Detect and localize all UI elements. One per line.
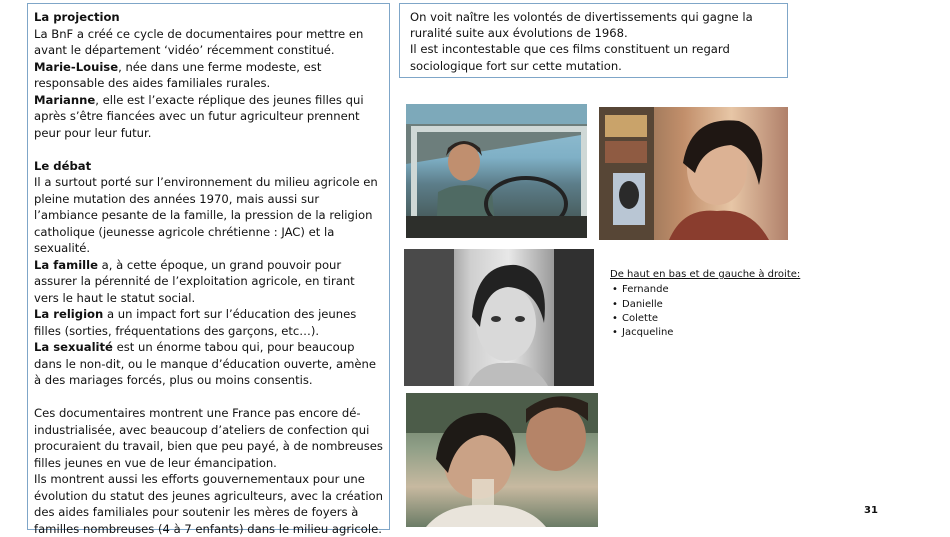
top-text-panel: [399, 3, 788, 78]
list-item: • Jacqueline: [610, 326, 800, 340]
marie-louise-name: Marie-Louise: [34, 59, 119, 74]
efforts-paragraph: Ils montrent aussi les efforts gouvernementaux pour une évolution du statut des jeunes agriculteurs, avec la création des aides familiales pour soutenir les mères de foyers à familles nombreuses (4 à 7 enfants) dans le milieu agricole.: [34, 472, 383, 536]
religion-paragraph: La religion a un impact fort sur l’éducation des jeunes filles (sorties, fréquentations des garçons, etc…).: [34, 307, 357, 338]
regard-paragraph: Il est incontestable que ces films constituent un regard sociologique fort sur cette mutation.: [410, 42, 730, 73]
photo-woman-portrait: [599, 107, 788, 240]
photo-women-drinking: [406, 393, 598, 527]
sexualite-label: La sexualité: [34, 340, 113, 354]
list-item: • Danielle: [610, 298, 800, 312]
caption-name-list: [610, 283, 800, 340]
divertissements-paragraph: On voit naître les volontés de divertissements qui gagne la ruralité suite aux évolutions de 1968.: [410, 10, 753, 41]
caption-title: De haut en bas et de gauche à droite:: [610, 269, 801, 280]
marianne-name: Marianne: [34, 92, 96, 107]
debat-paragraph: Il a surtout porté sur l’environnement du milieu agricole en pleine mutation des années 1970, mais aussi sur l’ambiance pesante de la famille, la pression de la religion catholique (jeunesse agricole chrétienne : JAC) et la sexualité.: [34, 175, 378, 255]
list-item: • Fernande: [610, 283, 800, 297]
documentaires-paragraph: Ces documentaires montrent une France pas encore dé-industrialisée, avec beaucoup d’ateliers de confection qui procuraient du travail, bien que peu payé, à de nombreuses filles jeunes en vue de leur émancipation.: [34, 406, 383, 470]
left-text-panel: [27, 3, 390, 536]
projection-paragraph: La BnF a créé ce cycle de documentaires pour mettre en avant le département ‘vidéo’ récemment constitué.: [34, 26, 364, 57]
photo-woman-black-and-white: [404, 249, 594, 386]
projection-heading: La projection: [34, 10, 120, 24]
religion-label: La religion: [34, 307, 104, 321]
marie-louise-paragraph: Marie-Louise, née dans une ferme modeste, est responsable des aides familiales rurales.: [34, 59, 322, 90]
sexualite-paragraph: La sexualité est un énorme tabou qui, pour beaucoup dans le non-dit, ou le manque d’éducation ouverte, amène à des mariages forcés, plus ou moins consentis.: [34, 340, 377, 387]
page-number: 31: [864, 505, 878, 516]
famille-label: La famille: [34, 257, 98, 272]
list-item: • Colette: [610, 312, 800, 326]
photo-caption: [610, 268, 800, 340]
famille-paragraph: La famille a, à cette époque, un grand pouvoir pour assurer la pérennité de l’exploitation agricole, en tirant vers le haut le statut social.: [34, 257, 355, 305]
debat-heading: Le débat: [34, 158, 92, 173]
marianne-paragraph: Marianne, elle est l’exacte réplique des jeunes filles qui après s’être fiancées avec un futur agriculteur prennent peur pour leur futur.: [34, 92, 364, 140]
photo-woman-driving-car: [406, 104, 587, 238]
